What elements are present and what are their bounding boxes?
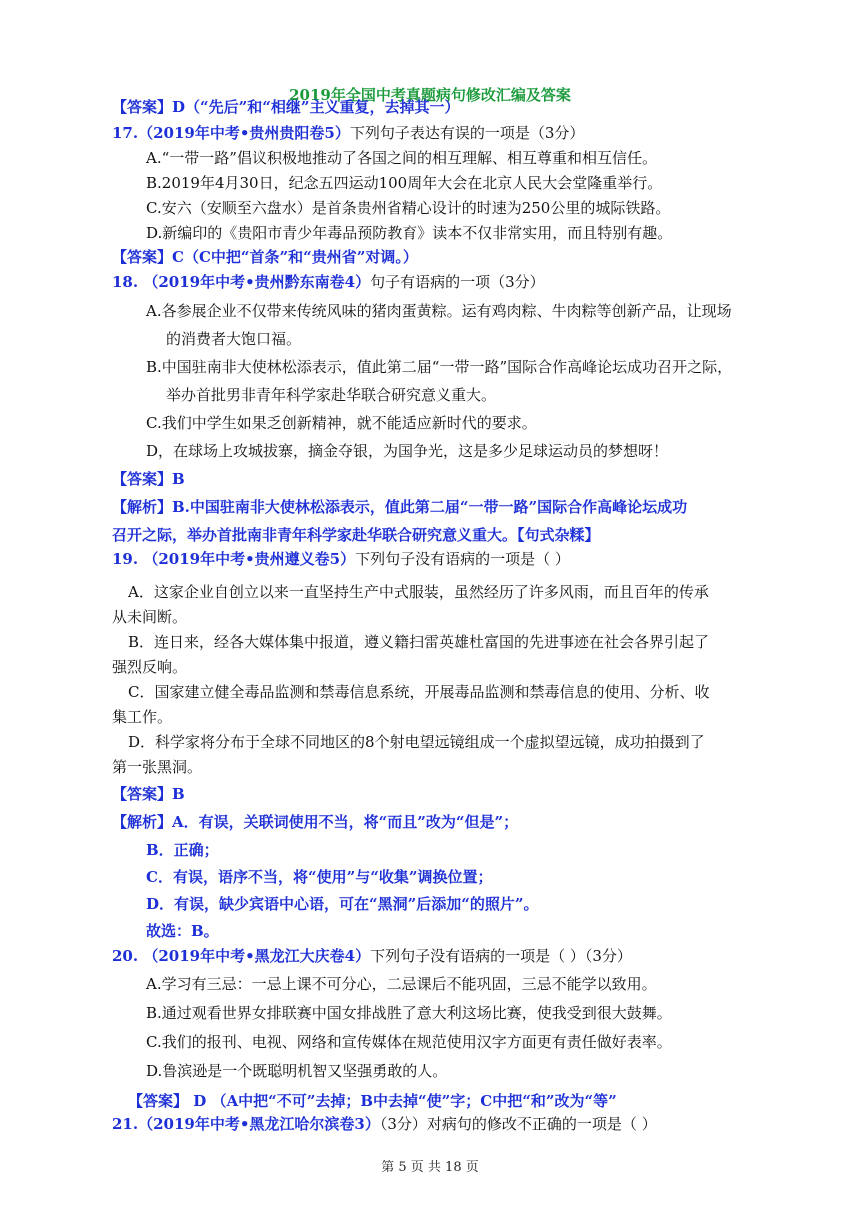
- answer-line: 【答案】C（C中把“首条”和“贵州省”对调。）: [112, 248, 418, 266]
- question-prompt: 下列句子没有语病的一项是（ ）（3分）: [370, 947, 632, 965]
- question-source: 20. （2019年中考•黑龙江大庆卷4）: [112, 947, 371, 965]
- question-prompt: 下列句子表达有误的一项是（3分）: [349, 124, 585, 142]
- answer-line: B．正确；: [146, 841, 219, 859]
- answer-line: D．有误，缺少宾语中心语，可在“黑洞”后添加“的照片”。: [146, 895, 539, 913]
- page-number-footer: 第 5 页 共 18 页: [381, 1160, 479, 1175]
- answer-line: 【答案】B: [112, 470, 185, 488]
- question-heading: [112, 548, 570, 570]
- option-line: B.2019年4月30日，纪念五四运动100周年大会在北京人民大会堂隆重举行。: [146, 174, 663, 192]
- answer-line: 【答案】B: [112, 785, 185, 803]
- option-line: D，在球场上攻城拔寨，摘金夺银，为国争光，这是多少足球运动员的梦想呀！: [146, 442, 669, 460]
- option-line: B．连日来，经各大媒体集中报道，遵义籍扫雷英雄杜富国的先进事迹在社会各界引起了: [128, 633, 710, 651]
- question-source: 19. （2019年中考•贵州遵义卷5）: [112, 550, 356, 568]
- option-line: D.新编印的《贵阳市青少年毒品预防教育》读本不仅非常实用，而且特别有趣。: [146, 224, 673, 242]
- document-header-title: 2019年全国中考真题病句修改汇编及答案: [289, 86, 571, 104]
- option-line: 举办首批男非青年科学家赴华联合研究意义重大。: [166, 386, 497, 404]
- question-prompt: 下列句子没有语病的一项是（ ）: [355, 550, 570, 568]
- option-line: 集工作。: [112, 708, 173, 726]
- option-line: B.通过观看世界女排联赛中国女排战胜了意大利这场比赛，使我受到很大鼓舞。: [146, 1004, 672, 1022]
- option-line: 的消费者大饱口福。: [166, 330, 302, 348]
- question-heading: [112, 945, 632, 967]
- answer-line: 召开之际，举办首批南非青年科学家赴华联合研究意义重大。【句式杂糅】: [112, 526, 600, 544]
- answer-line: 【答案】D（“先后”和“相继”主义重复，去掉其一）: [112, 98, 460, 116]
- answer-line: 【解析】A．有误，关联词使用不当，将“而且”改为“但是”；: [112, 813, 519, 831]
- option-line: 强烈反响。: [112, 658, 188, 676]
- option-line: D.鲁滨逊是一个既聪明机智又坚强勇敢的人。: [146, 1062, 448, 1080]
- option-line: D．科学家将分布于全球不同地区的8个射电望远镜组成一个虚拟望远镜，成功拍摄到了: [128, 733, 705, 751]
- question-heading: [112, 271, 545, 293]
- option-line: C．国家建立健全毒品监测和禁毒信息系统，开展毒品监测和禁毒信息的使用、分析、收: [128, 683, 710, 701]
- option-line: A.“一带一路”倡议积极地推动了各国之间的相互理解、相互尊重和相互信任。: [146, 149, 657, 167]
- answer-line: 【答案】 D （A中把“不可”去掉；B中去掉“使”字；C中把“和”改为“等”: [128, 1092, 617, 1110]
- option-line: C.我们中学生如果乏创新精神，就不能适应新时代的要求。: [146, 414, 537, 432]
- question-source: 18. （2019年中考•贵州黔东南卷4）: [112, 273, 371, 291]
- question-source: 17.（2019年中考•贵州贵阳卷5）: [112, 124, 350, 142]
- option-line: A．这家企业自创立以来一直坚持生产中式服装，虽然经历了许多风雨，而且百年的传承: [128, 583, 709, 601]
- answer-line: 【解析】B.中国驻南非大使林松添表示，值此第二届“一带一路”国际合作高峰论坛成功: [112, 498, 688, 516]
- option-line: A.各参展企业不仅带来传统风味的猪肉蛋黄粽。运有鸡肉粽、牛肉粽等创新产品，让现场: [146, 302, 732, 320]
- answer-line: C．有误，语序不当，将“使用”与“收集”调换位置；: [146, 868, 493, 886]
- option-line: B.中国驻南非大使林松添表示，值此第二届“一带一路”国际合作高峰论坛成功召开之际，: [146, 358, 733, 376]
- question-heading: [112, 1113, 657, 1135]
- question-prompt: （3分）对病句的修改不正确的一项是（ ）: [379, 1115, 657, 1133]
- option-line: 从未间断。: [112, 608, 188, 626]
- question-source: 21.（2019年中考•黑龙江哈尔滨卷3）: [112, 1115, 380, 1133]
- answer-line: 故选：B。: [146, 922, 219, 940]
- option-line: C.安六（安顺至六盘水）是首条贵州省精心设计的时速为250公里的城际铁路。: [146, 199, 671, 217]
- question-heading: [112, 122, 584, 144]
- question-prompt: 句子有语病的一项（3分）: [370, 273, 545, 291]
- option-line: A.学习有三忌：一忌上课不可分心，二忌课后不能巩固，三忌不能学以致用。: [146, 975, 657, 993]
- option-line: 第一张黑洞。: [112, 758, 203, 776]
- option-line: C.我们的报刊、电视、网络和宣传媒体在规范使用汉字方面更有责任做好表率。: [146, 1033, 672, 1051]
